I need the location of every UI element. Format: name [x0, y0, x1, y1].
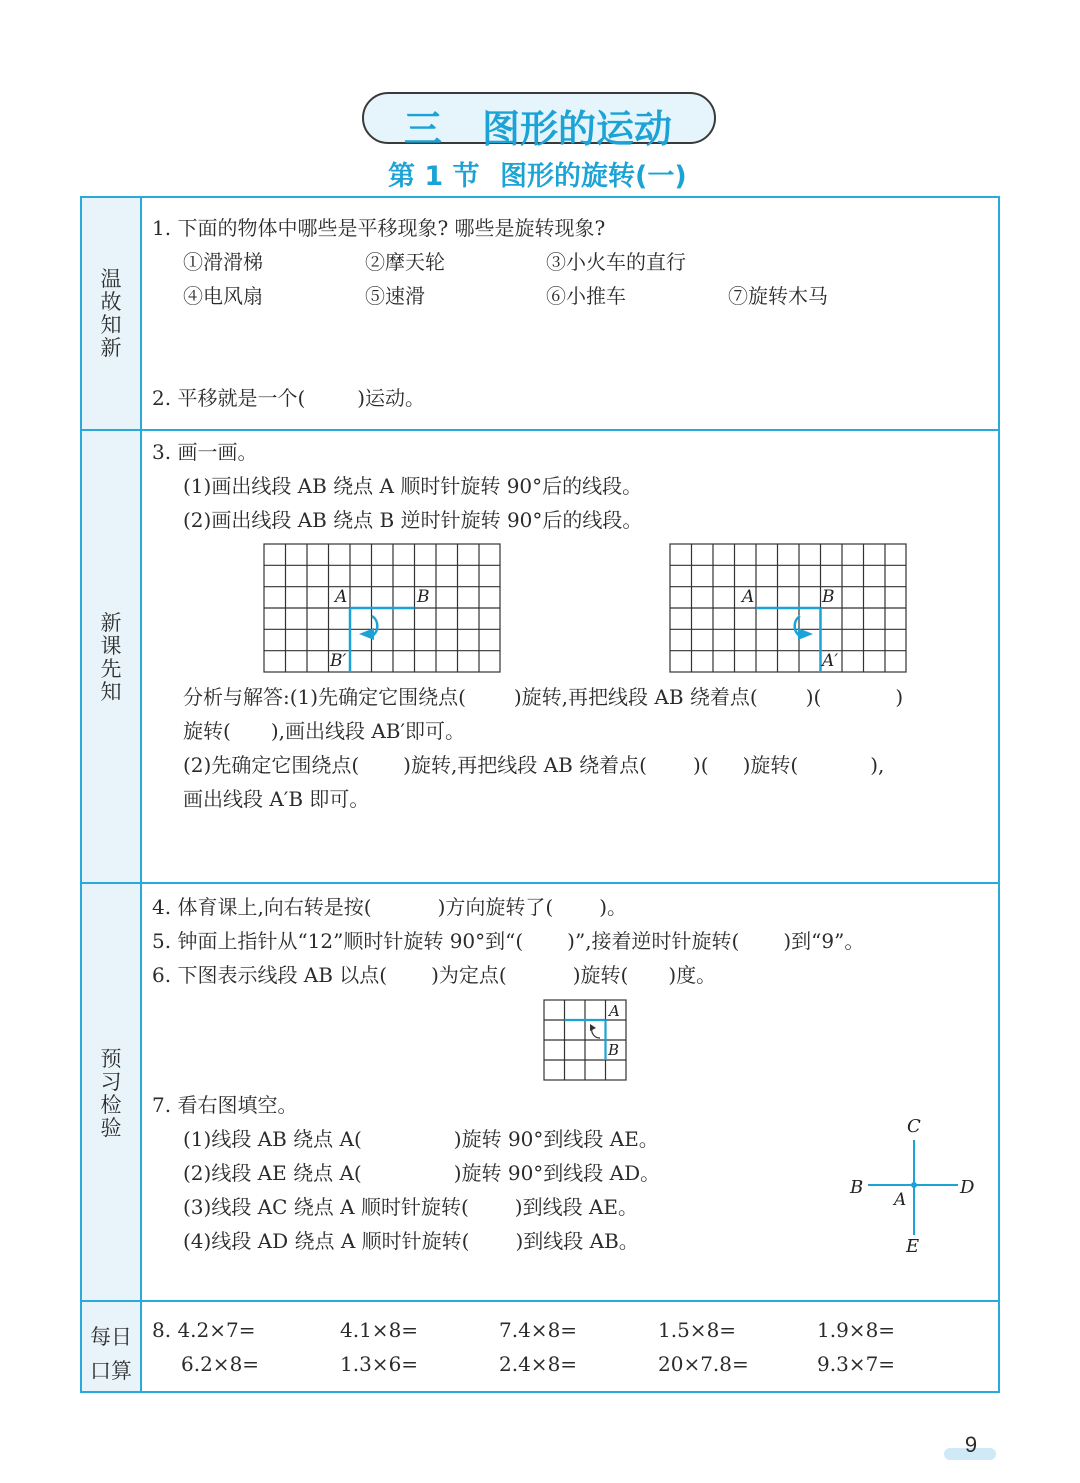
chapter-title-banner	[362, 92, 716, 151]
q1-option: ⑤速滑	[365, 284, 425, 308]
q7-cross-figure	[840, 1110, 980, 1260]
label-d: D	[960, 1177, 975, 1198]
section-title: 图形的旋转(一)	[500, 161, 687, 192]
rotation-arrow-icon	[590, 1024, 596, 1031]
label-b: B	[850, 1177, 864, 1198]
label-a: A	[609, 1002, 620, 1020]
label-c: C	[907, 1116, 921, 1137]
label-a-prime: A′	[822, 651, 839, 671]
page-number: 9	[964, 1432, 978, 1457]
section-number: 第 1 节	[388, 161, 480, 192]
calc-item: 2.4×8=	[499, 1352, 578, 1376]
q1-option: ①滑滑梯	[183, 250, 263, 274]
section-label-review: 温 故 知 新	[100, 267, 122, 360]
label-b: B	[822, 587, 835, 607]
calc-item: 1.5×8=	[658, 1318, 737, 1342]
q4-text: 4. 体育课上,向右转是按( )方向旋转了( )。	[152, 895, 628, 919]
label-a: A	[894, 1190, 907, 1210]
q3-sub2: (2)画出线段 AB 绕点 B 逆时针旋转 90°后的线段。	[183, 508, 643, 532]
q7-stem: 7. 看右图填空。	[152, 1093, 298, 1117]
q1-option: ⑦旋转木马	[728, 284, 828, 308]
q1-stem: 1. 下面的物体中哪些是平移现象? 哪些是旋转现象?	[152, 216, 606, 240]
label-b: B	[608, 1041, 620, 1059]
q3-sub1: (1)画出线段 AB 绕点 A 顺时针旋转 90°后的线段。	[183, 474, 643, 498]
label-a: A	[742, 587, 755, 607]
q1-option: ③小火车的直行	[546, 250, 686, 274]
grid-figure-1	[262, 542, 502, 674]
q1-option: ②摩天轮	[365, 250, 445, 274]
section-divider	[82, 1300, 998, 1302]
q7-sub2: (2)线段 AE 绕点 A( )旋转 90°到线段 AD。	[183, 1161, 661, 1185]
chapter-number: 三	[404, 107, 443, 151]
q5-text: 5. 钟面上指针从“12”顺时针旋转 90°到“( )”,接着逆时针旋转( )到“9”。	[152, 929, 865, 953]
grid-figure-2	[668, 542, 908, 674]
section-divider	[82, 882, 998, 884]
calc-item: 9.3×7=	[817, 1352, 896, 1376]
calc-item: 20×7.8=	[658, 1352, 749, 1376]
section-label-preview: 预 习 检 验	[100, 1047, 122, 1140]
chapter-title: 图形的运动	[482, 107, 673, 151]
q6-grid-figure	[542, 998, 628, 1082]
q7-sub1: (1)线段 AB 绕点 A( )旋转 90°到线段 AE。	[183, 1127, 659, 1151]
center-point	[911, 1182, 917, 1188]
q3-analysis-line1: 分析与解答:(1)先确定它围绕点( )旋转,再把线段 AB 绕着点( )( )	[183, 685, 904, 709]
q3-analysis-line3: (2)先确定它围绕点( )旋转,再把线段 AB 绕着点( )( )旋转( ),	[183, 753, 885, 777]
q3-analysis-line2: 旋转( ),画出线段 AB′即可。	[183, 719, 466, 743]
q6-text: 6. 下图表示线段 AB 以点( )为定点( )旋转( )度。	[152, 963, 717, 987]
q7-sub4: (4)线段 AD 绕点 A 顺时针旋转( )到线段 AB。	[183, 1229, 639, 1253]
calc-item: 7.4×8=	[499, 1318, 578, 1342]
q1-option: ⑥小推车	[546, 284, 626, 308]
q7-sub3: (3)线段 AC 绕点 A 顺时针旋转( )到线段 AE。	[183, 1195, 638, 1219]
label-e: E	[906, 1236, 920, 1257]
calc-item: 8. 4.2×7=	[152, 1318, 256, 1342]
label-a: A	[335, 587, 348, 607]
calc-item: 1.3×6=	[340, 1352, 419, 1376]
section-divider	[82, 429, 998, 431]
q1-option: ④电风扇	[183, 284, 263, 308]
calc-item: 6.2×8=	[181, 1352, 260, 1376]
label-b-prime: B′	[330, 651, 347, 671]
q2-text: 2. 平移就是一个( )运动。	[152, 386, 426, 410]
calc-item: 1.9×8=	[817, 1318, 896, 1342]
side-divider	[140, 198, 142, 1391]
calc-item: 4.1×8=	[340, 1318, 419, 1342]
section-label-new-lesson: 新 课 先 知	[100, 611, 122, 704]
q3-analysis-line4: 画出线段 A′B 即可。	[183, 787, 370, 811]
section-label-daily: 每日 口算	[90, 1325, 132, 1383]
q3-stem: 3. 画一画。	[152, 440, 258, 464]
label-b: B	[417, 587, 430, 607]
